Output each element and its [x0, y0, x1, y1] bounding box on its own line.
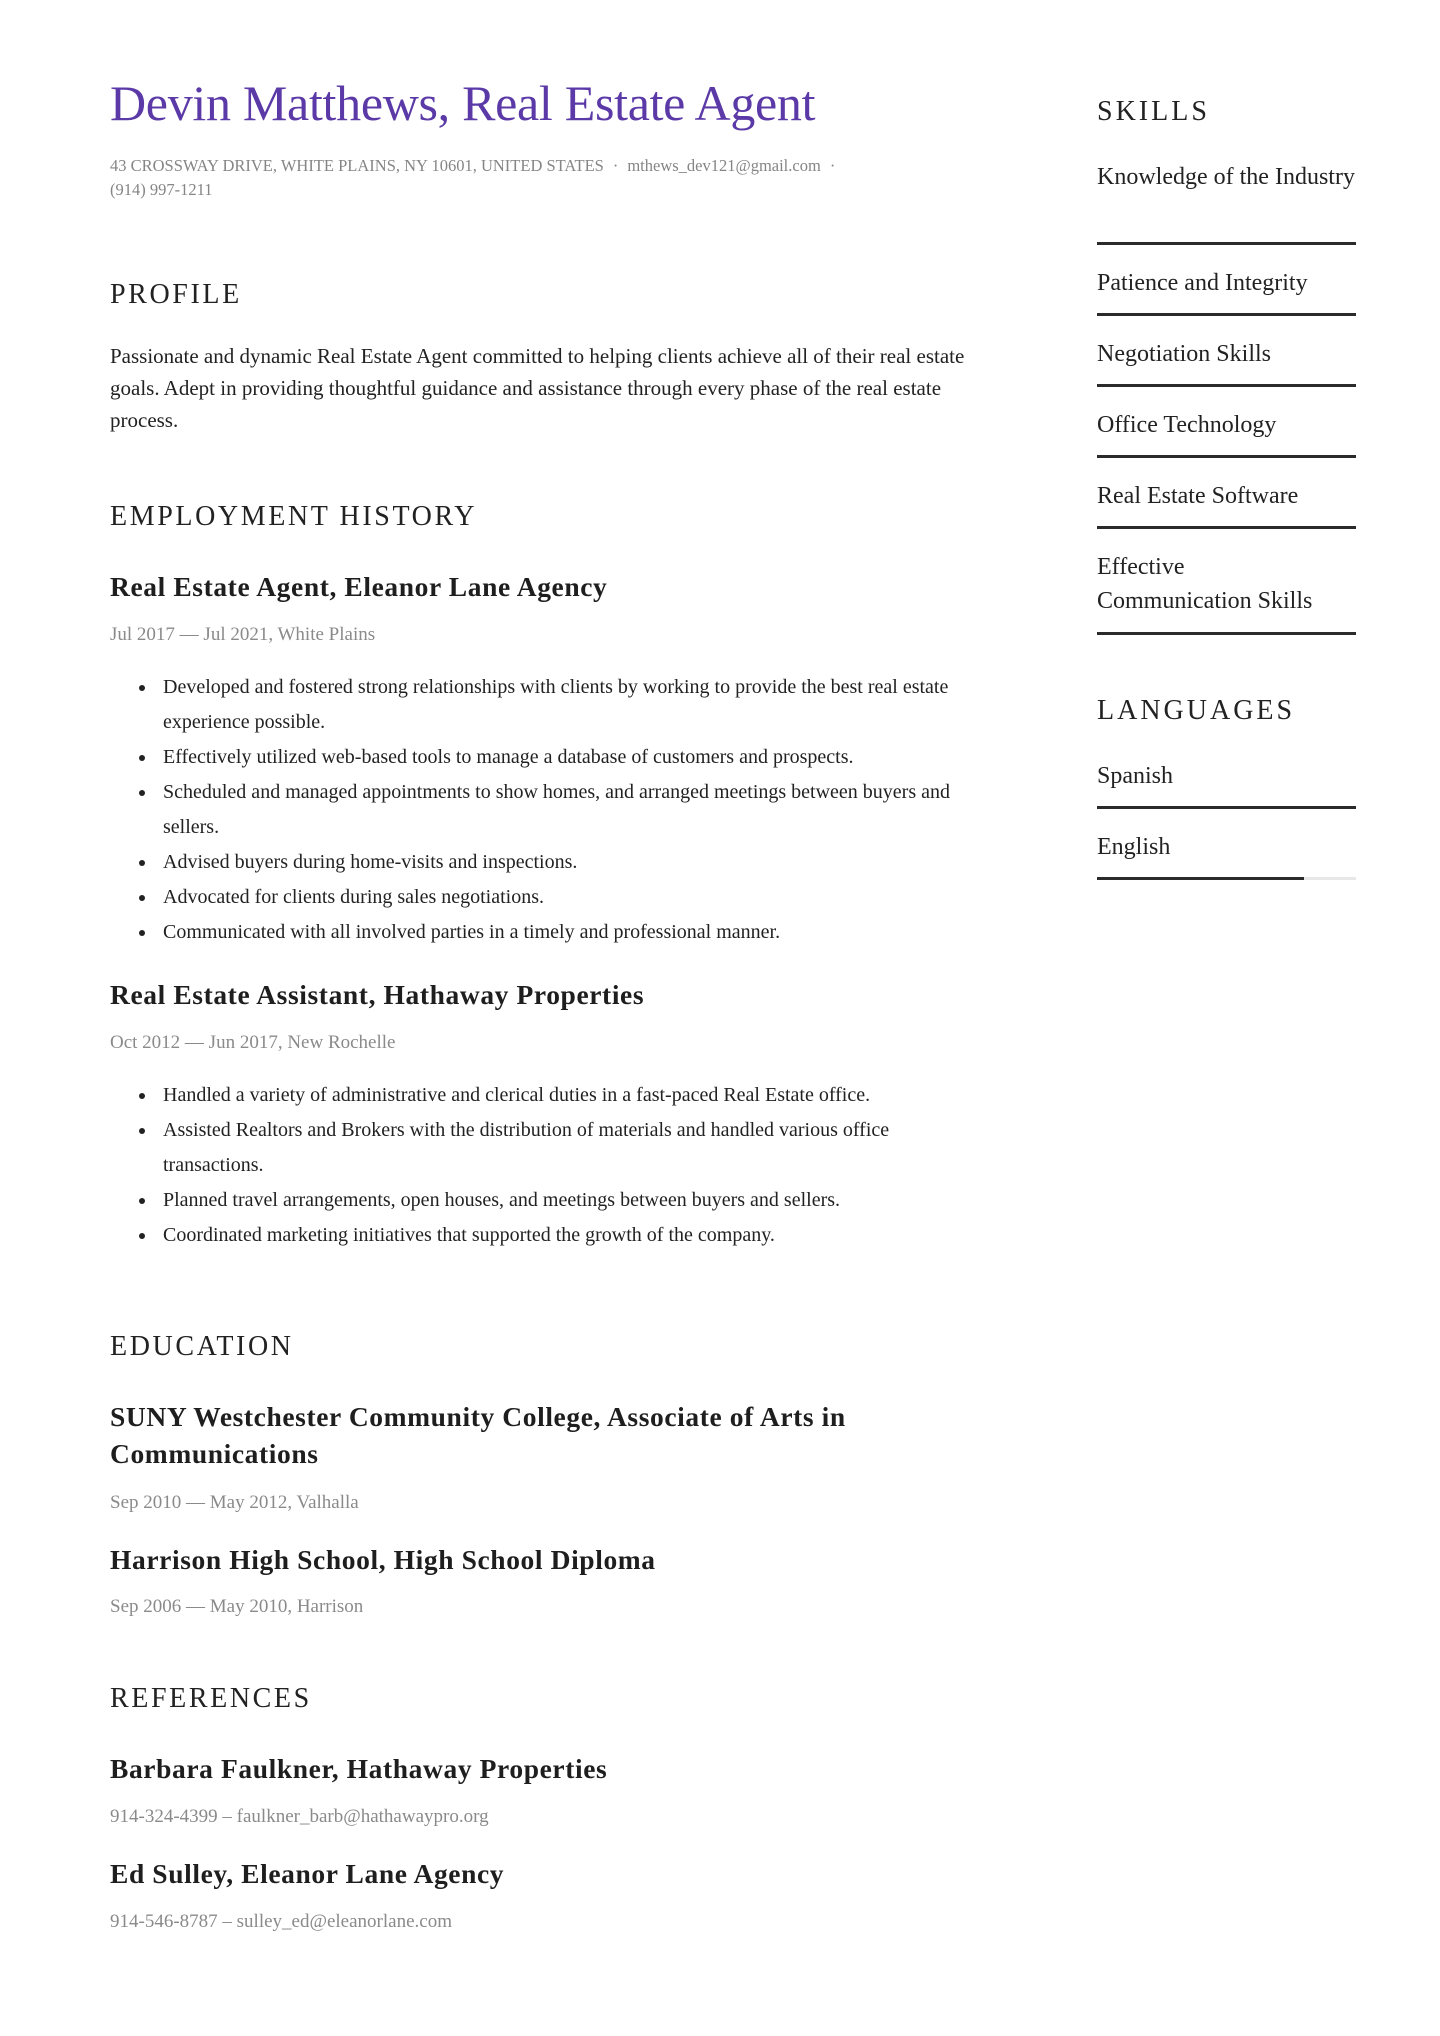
- skill-item: [1097, 479, 1357, 513]
- list-item: [110, 1218, 990, 1253]
- skill-label: Real Estate Software: [1097, 483, 1299, 509]
- language-item: [1097, 830, 1357, 864]
- section-title-profile: PROFILE: [110, 279, 242, 310]
- separator: ·: [829, 156, 836, 175]
- list-item: [110, 670, 990, 740]
- separator: ·: [612, 156, 619, 175]
- skill-level-bar: [1097, 242, 1356, 245]
- address: 43 CROSSWAY DRIVE, WHITE PLAINS, NY 10601, UNITED STATES: [110, 156, 604, 175]
- skill-item: [1097, 550, 1337, 618]
- reference-name: Ed Sulley, Eleanor Lane Agency: [110, 1858, 505, 1889]
- skill-label: Effective Communication Skills: [1097, 554, 1313, 614]
- skill-level-fill: [1097, 242, 1356, 245]
- skill-level-bar: [1097, 384, 1356, 387]
- section-title-references: REFERENCES: [110, 1683, 312, 1714]
- section-title-skills: SKILLS: [1097, 96, 1210, 127]
- bullet-icon: [139, 685, 145, 691]
- email-link[interactable]: mthews_dev121@gmail.com: [627, 156, 821, 175]
- job-meta: Oct 2012 — Jun 2017, New Rochelle: [110, 1032, 396, 1053]
- section-title-languages: LANGUAGES: [1097, 695, 1296, 726]
- job-title: Real Estate Agent, Eleanor Lane Agency: [110, 571, 608, 602]
- skill-level-fill: [1097, 313, 1356, 316]
- section-title-employment: EMPLOYMENT HISTORY: [110, 501, 478, 532]
- bullet-icon: [139, 1128, 145, 1134]
- language-level-bar: [1097, 877, 1356, 880]
- language-level-bar: [1097, 806, 1356, 809]
- reference-name: Barbara Faulkner, Hathaway Properties: [110, 1753, 608, 1784]
- bullet-text: Effectively utilized web-based tools to manage a database of customers and prospects.: [163, 746, 854, 768]
- list-item: [110, 1183, 990, 1218]
- education-meta: Sep 2006 — May 2010, Harrison: [110, 1596, 364, 1617]
- language-item: [1097, 759, 1357, 793]
- job-meta: Jul 2017 — Jul 2021, White Plains: [110, 624, 376, 645]
- language-level-fill: [1097, 877, 1304, 880]
- skill-label: Patience and Integrity: [1097, 270, 1308, 296]
- skill-level-fill: [1097, 384, 1356, 387]
- skill-level-bar: [1097, 313, 1356, 316]
- list-item: [110, 880, 990, 915]
- list-item: [110, 1113, 990, 1183]
- skill-item: [1097, 408, 1357, 442]
- language-level-fill: [1097, 806, 1356, 809]
- skill-level-bar: [1097, 632, 1356, 635]
- bullet-icon: [139, 860, 145, 866]
- bullet-text: Coordinated marketing initiatives that supported the growth of the company.: [163, 1224, 775, 1246]
- skill-label: Office Technology: [1097, 412, 1277, 438]
- bullet-text: Advocated for clients during sales negotiations.: [163, 886, 545, 908]
- bullet-text: Scheduled and managed appointments to show homes, and arranged meetings between buyers and sellers.: [163, 781, 951, 838]
- education-meta: Sep 2010 — May 2012, Valhalla: [110, 1492, 359, 1513]
- job-title: Real Estate Assistant, Hathaway Properties: [110, 979, 645, 1010]
- reference-contact: 914-546-8787 – sulley_ed@eleanorlane.com: [110, 1911, 452, 1932]
- bullet-icon: [139, 790, 145, 796]
- bullet-icon: [139, 755, 145, 761]
- skill-level-bar: [1097, 526, 1356, 529]
- section-title-education: EDUCATION: [110, 1331, 294, 1362]
- language-label: Spanish: [1097, 763, 1174, 789]
- list-item: [110, 775, 990, 845]
- skill-level-fill: [1097, 455, 1356, 458]
- bullet-text: Advised buyers during home-visits and inspections.: [163, 851, 578, 873]
- list-item: [110, 915, 990, 950]
- bullet-icon: [139, 1093, 145, 1099]
- contact-info: [110, 154, 960, 202]
- education-title: SUNY Westchester Community College, Associate of Arts in Communications: [110, 1401, 846, 1469]
- bullet-text: Communicated with all involved parties in a timely and professional manner.: [163, 921, 781, 943]
- education-title: Harrison High School, High School Diploma: [110, 1544, 656, 1575]
- list-item: [110, 1078, 990, 1113]
- profile-text: Passionate and dynamic Real Estate Agent committed to helping clients achieve all of their real estate goals. Adept in providing thoughtful guidance and assistance through every phase of the real estate process.: [110, 344, 965, 432]
- phone: (914) 997-1211: [110, 180, 213, 199]
- bullet-text: Planned travel arrangements, open houses, and meetings between buyers and sellers.: [163, 1189, 841, 1211]
- skill-item: [1097, 337, 1357, 371]
- list-item: [110, 740, 990, 775]
- skill-label: Knowledge of the Industry: [1097, 164, 1355, 190]
- job-bullets: [110, 1078, 990, 1253]
- job-bullets: [110, 670, 990, 950]
- skill-item: [1097, 266, 1357, 300]
- skill-item: [1097, 160, 1357, 194]
- resume-title: Devin Matthews, Real Estate Agent: [110, 75, 816, 131]
- list-item: [110, 845, 990, 880]
- bullet-text: Assisted Realtors and Brokers with the distribution of materials and handled various office transactions.: [163, 1119, 890, 1176]
- bullet-icon: [139, 1198, 145, 1204]
- language-label: English: [1097, 834, 1171, 860]
- skill-level-fill: [1097, 632, 1356, 635]
- reference-contact: 914-324-4399 – faulkner_barb@hathawaypro.org: [110, 1806, 489, 1827]
- skill-level-fill: [1097, 526, 1356, 529]
- skill-level-bar: [1097, 455, 1356, 458]
- bullet-icon: [139, 930, 145, 936]
- bullet-text: Developed and fostered strong relationships with clients by working to provide the best real estate experience possible.: [163, 676, 949, 733]
- bullet-text: Handled a variety of administrative and clerical duties in a fast-paced Real Estate office.: [163, 1084, 871, 1106]
- skill-label: Negotiation Skills: [1097, 341, 1271, 367]
- bullet-icon: [139, 1233, 145, 1239]
- bullet-icon: [139, 895, 145, 901]
